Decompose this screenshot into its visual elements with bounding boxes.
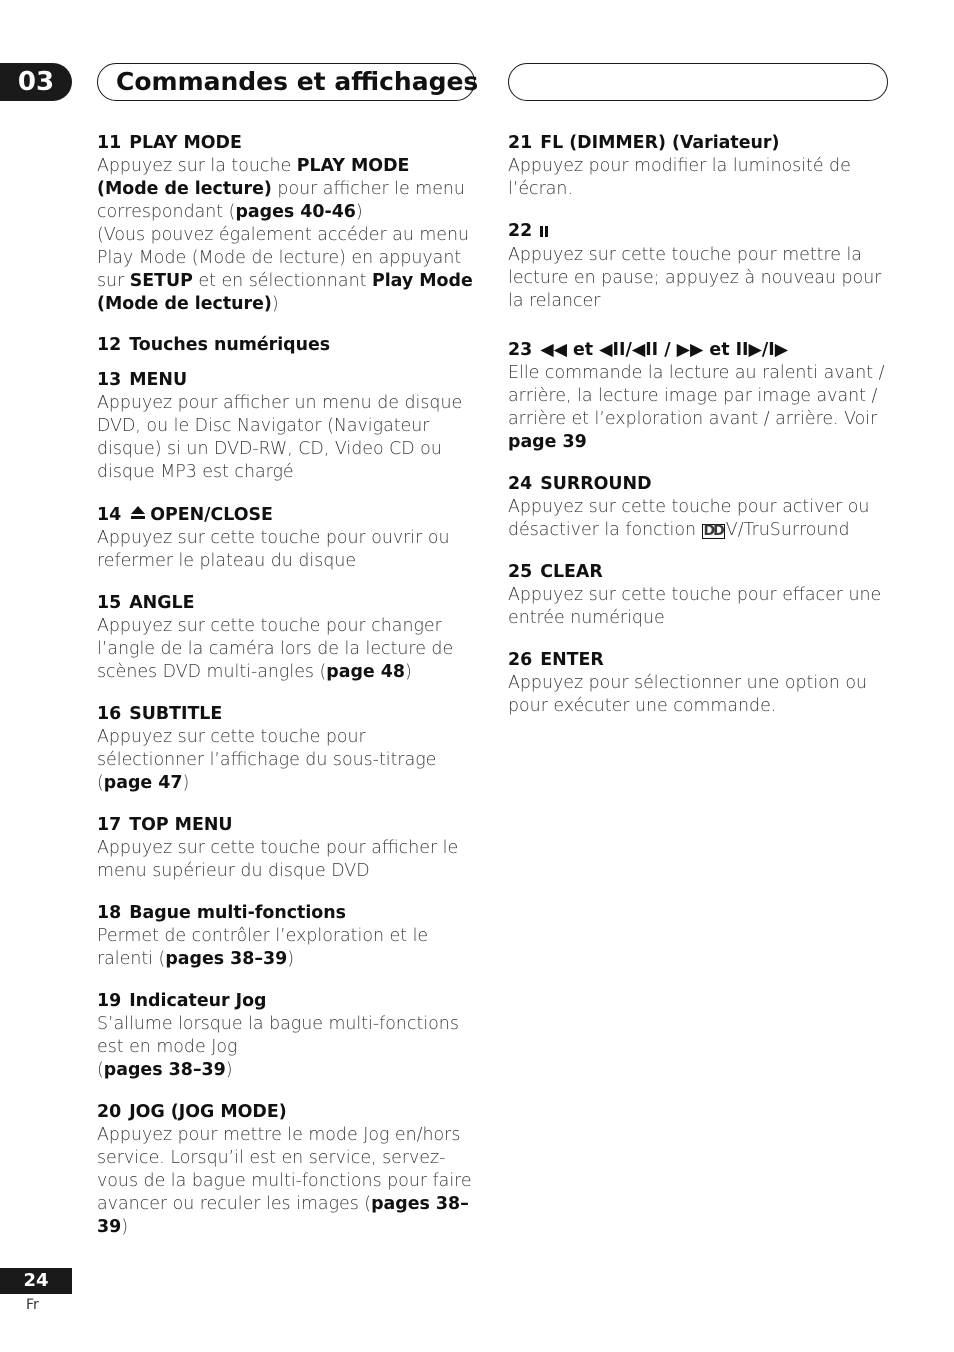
entry-description — [508, 672, 888, 718]
control-entry — [97, 369, 475, 484]
control-entry — [97, 503, 475, 573]
right-column — [508, 132, 888, 737]
description-text: Permet de contrôler l’exploration et le ralenti ( — [97, 926, 429, 969]
title-banner — [97, 63, 479, 101]
page-number: 24 — [0, 1268, 72, 1294]
page-reference: PLAY MODE (Mode de lecture) — [97, 156, 410, 199]
entry-description — [508, 584, 888, 630]
control-entry — [508, 473, 888, 542]
description-text: (Vous pouvez également accéder au menu Play Mode (Mode de lecture) en appuyant sur — [97, 225, 470, 291]
description-text: Appuyez sur cette touche pour sélectionner l’affichage du sous-titrage ( — [97, 727, 437, 793]
entry-heading — [97, 814, 475, 837]
entry-title: Bague multi-fonctions — [129, 903, 346, 923]
control-entry — [97, 703, 475, 795]
entry-heading — [508, 339, 888, 362]
entry-description — [97, 527, 475, 573]
control-entry — [97, 132, 475, 316]
entry-number: 15 — [97, 593, 122, 613]
entry-title: FL (DIMMER) (Variateur) — [540, 133, 780, 153]
description-text: ) — [182, 773, 190, 793]
entry-title: SURROUND — [540, 474, 652, 494]
description-text: S’allume lorsque la bague multi-fonctions est en mode Jog — [97, 1014, 459, 1057]
entry-number: 12 — [97, 335, 122, 355]
entry-description — [97, 155, 475, 316]
entry-number: 14 — [97, 505, 122, 525]
entry-title: CLEAR — [540, 562, 603, 582]
description-text: Appuyez sur cette touche pour afficher le menu supérieur du disque DVD — [97, 838, 459, 881]
entry-heading — [97, 132, 475, 155]
control-entry — [508, 132, 888, 201]
description-text: ) — [271, 294, 279, 314]
entry-heading — [508, 649, 888, 672]
description-text: Appuyez pour mettre le mode Jog en/hors service. Lorsqu’il est en service, servez-vous de la bague multi-fonctions pour faire avancer ou reculer les images ( — [97, 1125, 472, 1214]
entry-description — [97, 615, 475, 684]
description-text: ) — [121, 1217, 128, 1237]
description-text: Appuyez pour sélectionner une option ou pour exécuter une commande. — [508, 673, 868, 716]
left-column — [97, 132, 475, 1258]
eject-icon — [131, 503, 145, 526]
entry-number: 21 — [508, 133, 533, 153]
entry-number: 19 — [97, 991, 122, 1011]
page-reference: page 48 — [326, 662, 405, 682]
description-text: Appuyez sur cette touche pour changer l’angle de la caméra lors de la lecture de scènes DVD multi-angles ( — [97, 616, 454, 682]
entry-description — [508, 155, 888, 201]
control-entry — [508, 649, 888, 718]
entry-heading — [508, 561, 888, 584]
control-entry — [508, 339, 888, 454]
description-text: Appuyez sur cette touche pour ouvrir ou refermer le plateau du disque — [97, 528, 450, 571]
entry-heading — [97, 1101, 475, 1124]
control-entry — [97, 902, 475, 971]
entry-description — [97, 837, 475, 883]
description-text: Appuyez sur la touche — [97, 156, 297, 176]
control-entry — [508, 220, 888, 313]
title-banner-empty — [508, 63, 888, 101]
entry-heading — [508, 132, 888, 155]
entry-number: 11 — [97, 133, 122, 153]
control-entry — [97, 592, 475, 684]
description-text: Appuyez sur cette touche pour activer ou désactiver la fonction — [508, 497, 870, 540]
description-text: ) — [287, 949, 295, 969]
pause-icon — [540, 221, 550, 244]
entry-description — [508, 496, 888, 542]
entry-title: Indicateur Jog — [129, 991, 267, 1011]
entry-title: ANGLE — [129, 593, 195, 613]
entry-description — [97, 925, 475, 971]
entry-title: JOG (JOG MODE) — [129, 1102, 287, 1122]
entry-heading — [508, 220, 888, 244]
control-entry — [508, 561, 888, 630]
entry-heading — [508, 473, 888, 496]
entry-number: 20 — [97, 1102, 122, 1122]
page-reference: pages 38–39 — [165, 949, 288, 969]
entry-description — [97, 392, 475, 484]
entry-title: ◀◀ et ◀II/◀II / ▶▶ et II▶/I▶ — [540, 340, 789, 360]
control-entry — [97, 814, 475, 883]
control-entry — [97, 990, 475, 1082]
entry-description — [508, 244, 888, 313]
entry-title: ENTER — [540, 650, 604, 670]
entry-description — [508, 362, 888, 454]
description-text: et en sélectionnant — [192, 271, 372, 291]
description-text: ) — [404, 662, 412, 682]
entry-heading — [97, 703, 475, 726]
description-text: Elle commande la lecture au ralenti avant / arrière, la lecture image par image avant / arrière et l’exploration avant / arrière. Voir — [508, 363, 885, 429]
entry-number: 22 — [508, 221, 533, 241]
entry-title: MENU — [129, 370, 188, 390]
entry-title: Touches numériques — [129, 335, 331, 355]
entry-number: 23 — [508, 340, 533, 360]
language-code: Fr — [26, 1297, 39, 1313]
control-entry — [97, 1101, 475, 1239]
page-reference: pages 40-46 — [235, 202, 356, 222]
control-entry — [97, 334, 475, 357]
entry-heading — [97, 990, 475, 1013]
entry-description — [97, 1013, 475, 1082]
entry-title: SUBTITLE — [129, 704, 223, 724]
entry-heading — [97, 503, 475, 527]
entry-number: 26 — [508, 650, 533, 670]
description-text: ) — [355, 202, 363, 222]
entry-title: OPEN/CLOSE — [150, 505, 273, 525]
entry-heading — [97, 369, 475, 392]
description-text: pour afficher le menu correspondant ( — [97, 179, 465, 222]
entry-description — [97, 1124, 475, 1239]
entry-number: 25 — [508, 562, 533, 582]
entry-title: PLAY MODE — [129, 133, 242, 153]
dolby-logo: DD — [703, 523, 723, 539]
page-reference: page 39 — [508, 432, 587, 452]
entry-number: 18 — [97, 903, 122, 923]
page-reference: SETUP — [129, 271, 193, 291]
entry-number: 16 — [97, 704, 122, 724]
page-reference: pages 38–39 — [103, 1060, 226, 1080]
page-reference: page 47 — [103, 773, 183, 793]
entry-number: 17 — [97, 815, 122, 835]
description-text: ) — [225, 1060, 233, 1080]
description-text: Appuyez sur cette touche pour mettre la lecture en pause; appuyez à nouveau pour la relancer — [508, 245, 882, 311]
entry-heading — [97, 334, 475, 357]
chapter-number: 03 — [0, 63, 72, 101]
description-text: Appuyez sur cette touche pour effacer une entrée numérique — [508, 585, 882, 628]
description-text: Appuyez pour modifier la luminosité de l’écran. — [508, 156, 851, 199]
page-reference: Play Mode (Mode de lecture) — [97, 271, 473, 314]
entry-heading — [97, 592, 475, 615]
entry-heading — [97, 902, 475, 925]
entry-number: 13 — [97, 370, 122, 390]
entry-number: 24 — [508, 474, 533, 494]
page-reference: pages 38–39 — [97, 1194, 469, 1237]
description-text: ( — [97, 1060, 104, 1080]
description-text: V/TruSurround — [725, 520, 850, 540]
entry-title: TOP MENU — [129, 815, 233, 835]
entry-description — [97, 726, 475, 795]
description-text: Appuyez pour afficher un menu de disque DVD, ou le Disc Navigator (Navigateur disque) si un DVD-RW, CD, Video CD ou disque MP3 est chargé — [97, 393, 463, 482]
page-title: Commandes et affichages — [116, 67, 479, 96]
